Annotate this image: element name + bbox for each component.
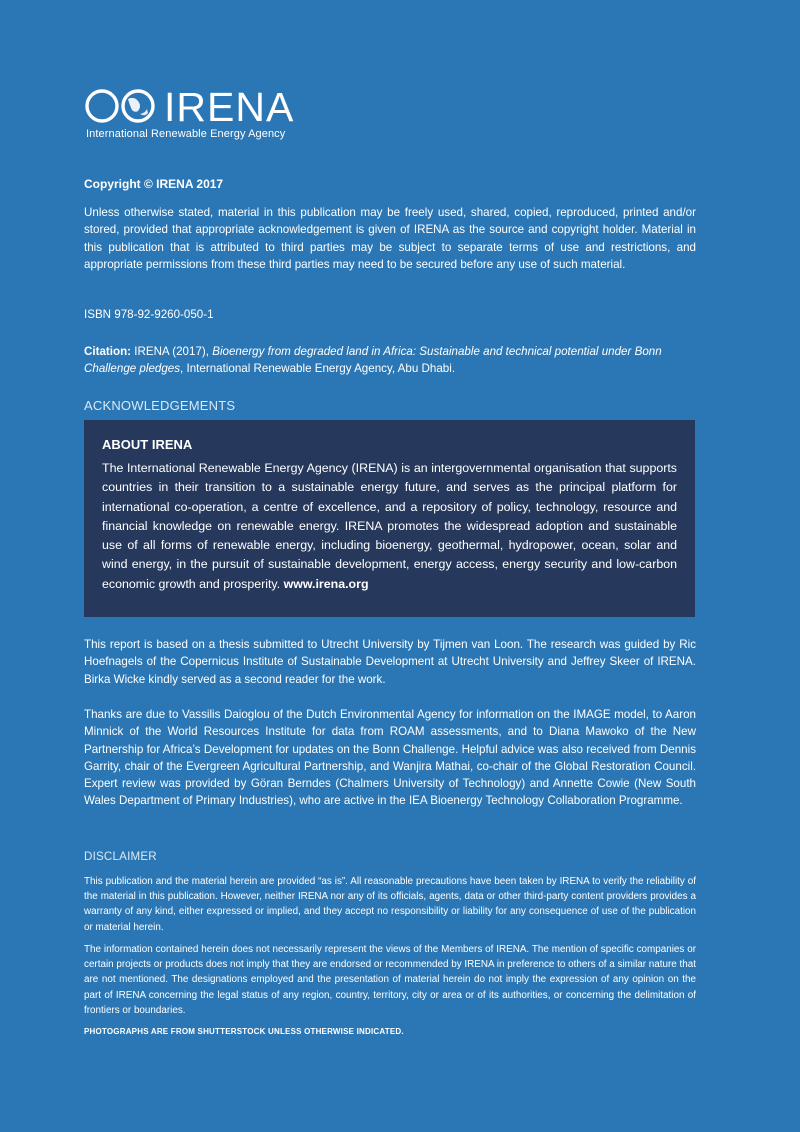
- svg-text:IRENA: IRENA: [164, 86, 295, 130]
- about-title: ABOUT IRENA: [102, 437, 193, 452]
- citation-title: Bioenergy from degraded land in Africa: Sustainable and technical potential under Bonn Challenge pledges: [84, 345, 662, 376]
- copyright-text: Unless otherwise stated, material in this publication may be freely used, shared, copied, reproduced, printed and/or stored, provided that appropriate acknowledgement is given of IRENA as the source and copyright holder. Material in this publication that is attributed to third parties may be subject to separate terms of use and restrictions, and appropriate permissions from these third parties may need to be secured before any use of such material.: [84, 206, 696, 271]
- citation-suffix: , International Renewable Energy Agency, Abu Dhabi.: [180, 362, 456, 376]
- about-body: The International Renewable Energy Agency (IRENA) is an intergovernmental organisation that supports countries in their transition to a sustainable energy future, and serves as the principal platform for international co-operation, a centre of excellence, and a repository of policy, technology, resource and financial knowledge on renewable energy. IRENA promotes the widespread adoption and sustainable use of all forms of renewable energy, including bioenergy, geothermal, hydropower, ocean, solar and wind energy, in the pursuit of sustainable development, energy access, energy security and low-carbon economic growth and prosperity.: [102, 461, 677, 591]
- about-text: [102, 459, 677, 594]
- disclaimer-paragraph-2: The information contained herein does not necessarily represent the views of the Members of IRENA. The mention of specific companies or certain projects or products does not imply that they are endorsed or recommended by IRENA in preference to others of a similar nature that are not mentioned. The designations employed and the presentation of material herein do not imply the expression of any opinion on the part of IRENA concerning the legal status of any region, country, territory, city or area or of its authorities, or concerning the delimitation of frontiers or boundaries.: [84, 944, 697, 1016]
- citation-prefix: IRENA (2017),: [131, 345, 213, 358]
- citation-label: Citation:: [84, 345, 132, 358]
- irena-website-link[interactable]: www.irena.org: [283, 576, 369, 591]
- irena-logo: [84, 86, 304, 146]
- thesis-paragraph: This report is based on a thesis submitted to Utrecht University by Tijmen van Loon. The research was guided by Ric Hoefnagels of the Copernicus Institute of Sustainable Development at Utrecht University and Jeffrey Skeer of IRENA. Birka Wicke kindly served as a second reader for the work.: [84, 638, 696, 686]
- acknowledgements-heading: ACKNOWLEDGEMENTS: [84, 398, 236, 413]
- irena-symbol-icon: [84, 86, 299, 130]
- disclaimer-heading: DISCLAIMER: [84, 850, 157, 863]
- citation: [84, 343, 696, 378]
- photographs-note: PHOTOGRAPHS ARE FROM SHUTTERSTOCK UNLESS OTHERWISE INDICATED.: [84, 1027, 404, 1036]
- isbn: ISBN 978-92-9260-050-1: [84, 308, 214, 321]
- thanks-paragraph: Thanks are due to Vassilis Daioglou of the Dutch Environmental Agency for information on the IMAGE model, to Aaron Minnick of the World Resources Institute for data from ROAM assessments, and to Diana Mawoko of the New Partnership for Africa’s Development for updates on the Bonn Challenge. Helpful advice was also received from Dennis Garrity, chair of the Evergreen Agricultural Partnership, and Wanjira Mathai, co-chair of the Global Restoration Council. Expert review was provided by Göran Berndes (Chalmers University of Technology) and Annette Cowie (New South Wales Department of Primary Industries), who are active in the IEA Bioenergy Technology Collaboration Programme.: [84, 708, 696, 808]
- disclaimer-paragraph-1: This publication and the material herein are provided “as is”. All reasonable precautions have been taken by IRENA to verify the reliability of the material in this publication. However, neither IRENA nor any of its officials, agents, data or other third-party content providers provides a warranty of any kind, either expressed or implied, and they accept no responsibility or liability for any consequence of use of the publication or material herein.: [84, 876, 696, 933]
- about-irena-box: [84, 420, 695, 617]
- logo-subtitle: International Renewable Energy Agency: [86, 128, 286, 140]
- copyright-heading: Copyright © IRENA 2017: [84, 177, 224, 191]
